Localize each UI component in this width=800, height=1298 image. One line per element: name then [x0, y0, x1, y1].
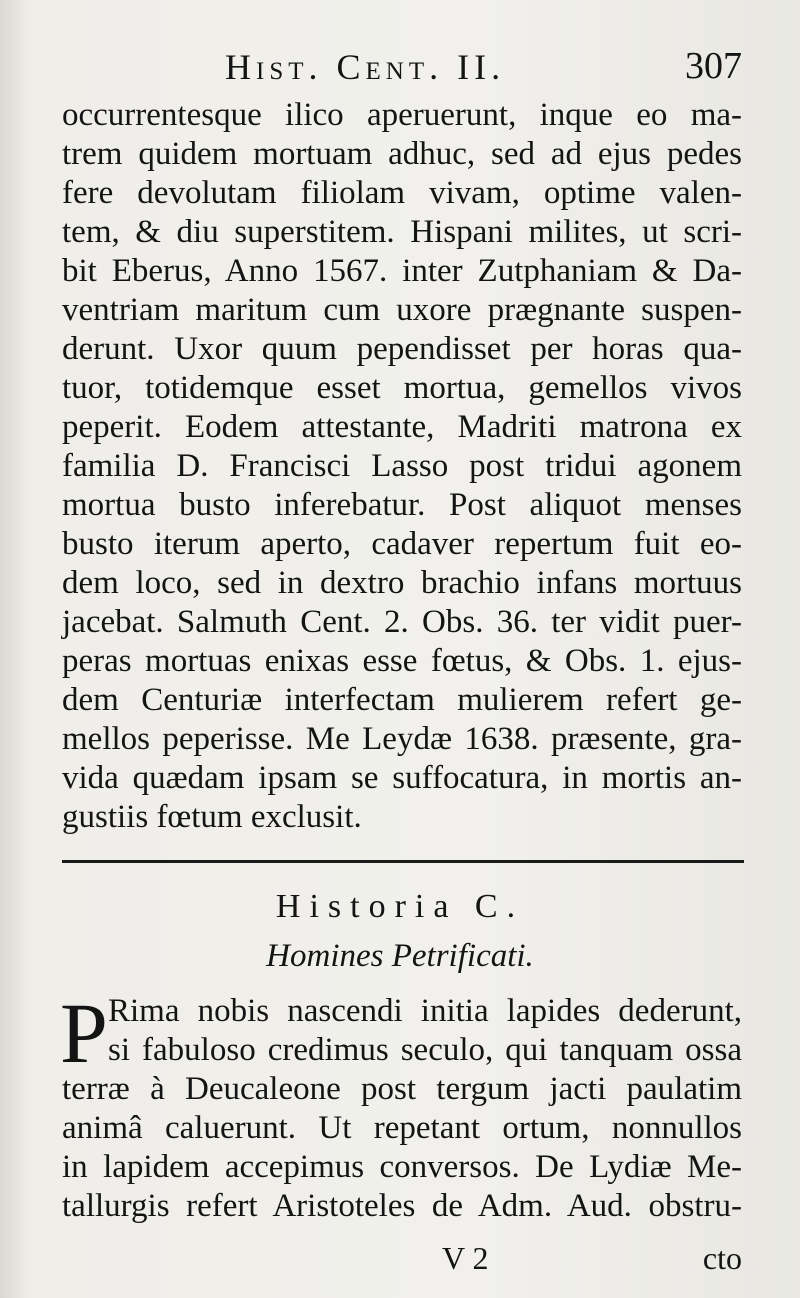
text-line: peperit. Eodem attestante, Madriti matrona ex — [62, 409, 742, 445]
text-line: animâ caluerunt. Ut repetant ortum, nonnullos — [62, 1110, 742, 1146]
catchword: cto — [702, 1240, 742, 1276]
page-footer — [62, 1240, 742, 1280]
text-line: occurrentesque ilico aperuerunt, inque eo ma- — [62, 97, 742, 133]
paragraph-new-section — [60, 985, 742, 1226]
text-line: gustiis fœtum exclusit. — [62, 799, 362, 835]
text-line: tuor, totidemque esset mortua, gemellos vivos — [62, 370, 742, 406]
paragraph-continued — [62, 96, 742, 837]
text-line: jacebat. Salmuth Cent. 2. Obs. 36. ter vidit puer- — [62, 604, 742, 640]
text-line: mortua busto inferebatur. Post aliquot menses — [62, 487, 742, 523]
text-line: trem quidem mortuam adhuc, sed ad ejus pedes — [62, 136, 742, 172]
drop-cap: P — [60, 985, 108, 1081]
text-line: Rima nobis nascendi initia lapides dederunt, — [108, 993, 742, 1029]
text-line: ventriam maritum cum uxore prægnante suspen- — [62, 292, 742, 328]
text-line: tallurgis refert Aristoteles de Adm. Aud. obstru- — [62, 1188, 742, 1224]
text-line: dem Centuriæ interfectam mulierem refert ge- — [62, 682, 742, 718]
page-header — [60, 44, 760, 94]
text-line: tem, & diu superstitem. Hispani milites, ut scri- — [62, 214, 742, 250]
section-divider-rule — [62, 860, 744, 863]
section-heading: Historia C. — [275, 888, 525, 925]
text-line: terræ à Deucaleone post tergum jacti paulatim — [62, 1071, 742, 1107]
text-line: busto iterum aperto, cadaver repertum fuit eo- — [62, 526, 742, 562]
text-line: dem loco, sed in dextro brachio infans mortuus — [62, 565, 742, 601]
text-line: familia D. Francisci Lasso post tridui agonem — [62, 448, 742, 484]
text-line: bit Eberus, Anno 1567. inter Zutphaniam & Da- — [62, 253, 742, 289]
text-line: vida quædam ipsam se suffocatura, in mortis an- — [62, 760, 742, 796]
text-line: in lapidem accepimus conversos. De Lydiæ Me- — [62, 1149, 742, 1185]
text-line: derunt. Uxor quum pependisset per horas qua- — [62, 331, 742, 367]
signature-mark: V 2 — [442, 1240, 489, 1276]
text-line: si fabuloso credimus seculo, qui tanquam ossa — [108, 1032, 742, 1068]
section-subtitle: Homines Petrificati. — [266, 938, 534, 974]
running-head: Hist. Cent. II. — [225, 47, 506, 87]
text-line: mellos peperisse. Me Leydæ 1638. præsente, gra- — [62, 721, 742, 757]
text-line: fere devolutam filiolam vivam, optime valen- — [62, 175, 742, 211]
page-number: 307 — [685, 45, 742, 87]
text-line: peras mortuas enixas esse fœtus, & Obs. 1. ejus- — [62, 643, 742, 679]
